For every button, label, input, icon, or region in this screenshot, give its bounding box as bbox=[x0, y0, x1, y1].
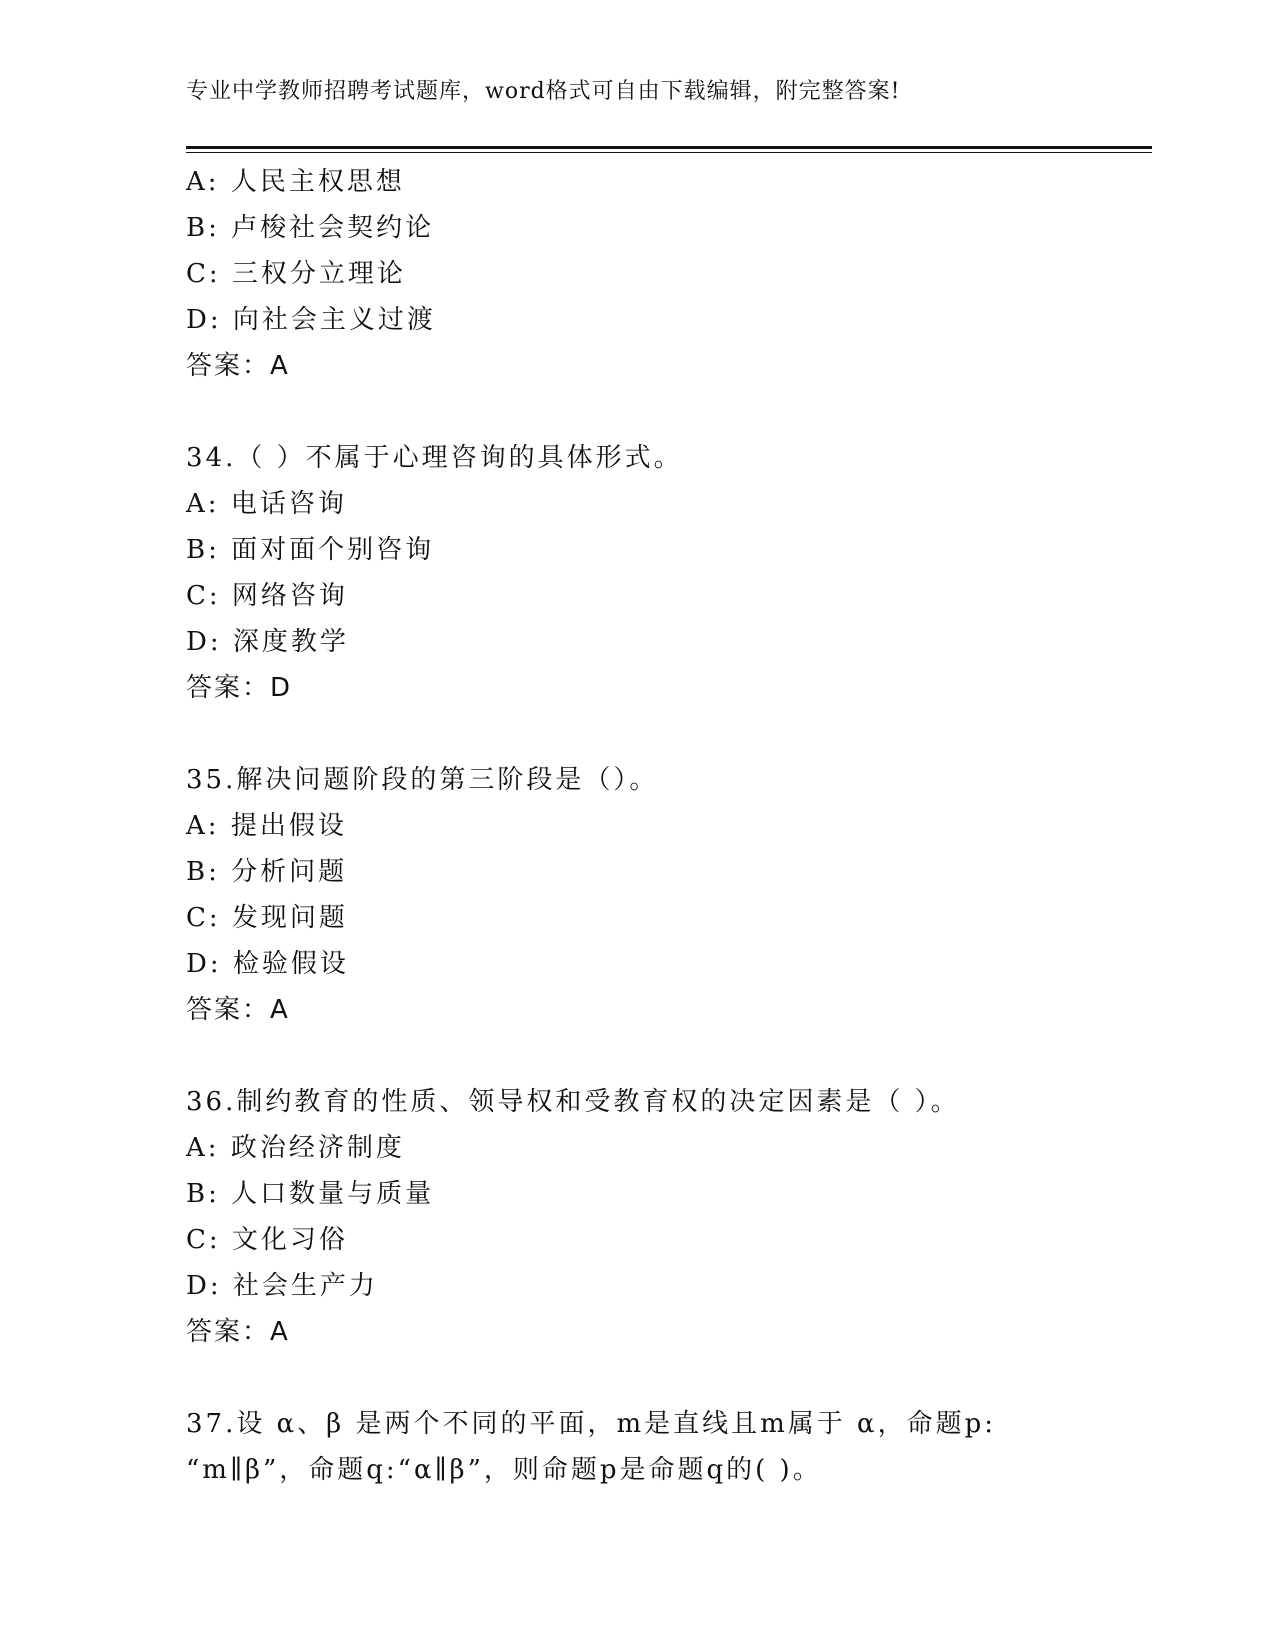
option-d: D: 社会生产力 bbox=[186, 1271, 378, 1301]
option-b: B: 人口数量与质量 bbox=[186, 1179, 435, 1209]
question-block bbox=[186, 1079, 1146, 1355]
question-list bbox=[186, 159, 1146, 1493]
question-text: 36.制约教育的性质、领导权和受教育权的决定因素是（ ）。 bbox=[186, 1087, 960, 1117]
question-block bbox=[186, 757, 1146, 1033]
option-c: C: 发现问题 bbox=[186, 903, 348, 933]
option-d: D: 检验假设 bbox=[186, 949, 349, 979]
option-b: B: 分析问题 bbox=[186, 857, 348, 887]
question-block bbox=[186, 435, 1146, 711]
answer-line: 答案：A bbox=[186, 351, 290, 381]
option-d: D: 深度教学 bbox=[186, 627, 349, 657]
question-text-line-2: “m∥β”，命题q:“α∥β”，则命题p是命题q的( )。 bbox=[186, 1455, 822, 1485]
answer-line: 答案：D bbox=[186, 673, 293, 703]
option-a: A: 政治经济制度 bbox=[186, 1133, 405, 1163]
question-text-line-1: 37.设 α、β 是两个不同的平面，m是直线且m属于 α，命题p: bbox=[186, 1409, 997, 1439]
answer-line: 答案：A bbox=[186, 1317, 290, 1347]
option-a: A: 提出假设 bbox=[186, 811, 347, 841]
option-a: A: 电话咨询 bbox=[186, 489, 347, 519]
question-block bbox=[186, 159, 1146, 389]
option-c: C: 网络咨询 bbox=[186, 581, 348, 611]
header-rule-thin bbox=[186, 152, 1152, 153]
option-c: C: 三权分立理论 bbox=[186, 259, 406, 289]
option-d: D: 向社会主义过渡 bbox=[186, 305, 436, 335]
question-block bbox=[186, 1401, 1146, 1493]
option-b: B: 卢梭社会契约论 bbox=[186, 213, 435, 243]
option-c: C: 文化习俗 bbox=[186, 1225, 348, 1255]
header-rule-thick bbox=[186, 146, 1152, 149]
page-header: 专业中学教师招聘考试题库，word格式可自由下载编辑，附完整答案! bbox=[186, 79, 901, 104]
option-b: B: 面对面个别咨询 bbox=[186, 535, 435, 565]
option-a: A: 人民主权思想 bbox=[186, 167, 405, 197]
question-text: 35.解决问题阶段的第三阶段是（）。 bbox=[186, 765, 659, 795]
answer-line: 答案：A bbox=[186, 995, 290, 1025]
question-text: 34.（ ）不属于心理咨询的具体形式。 bbox=[186, 443, 683, 473]
